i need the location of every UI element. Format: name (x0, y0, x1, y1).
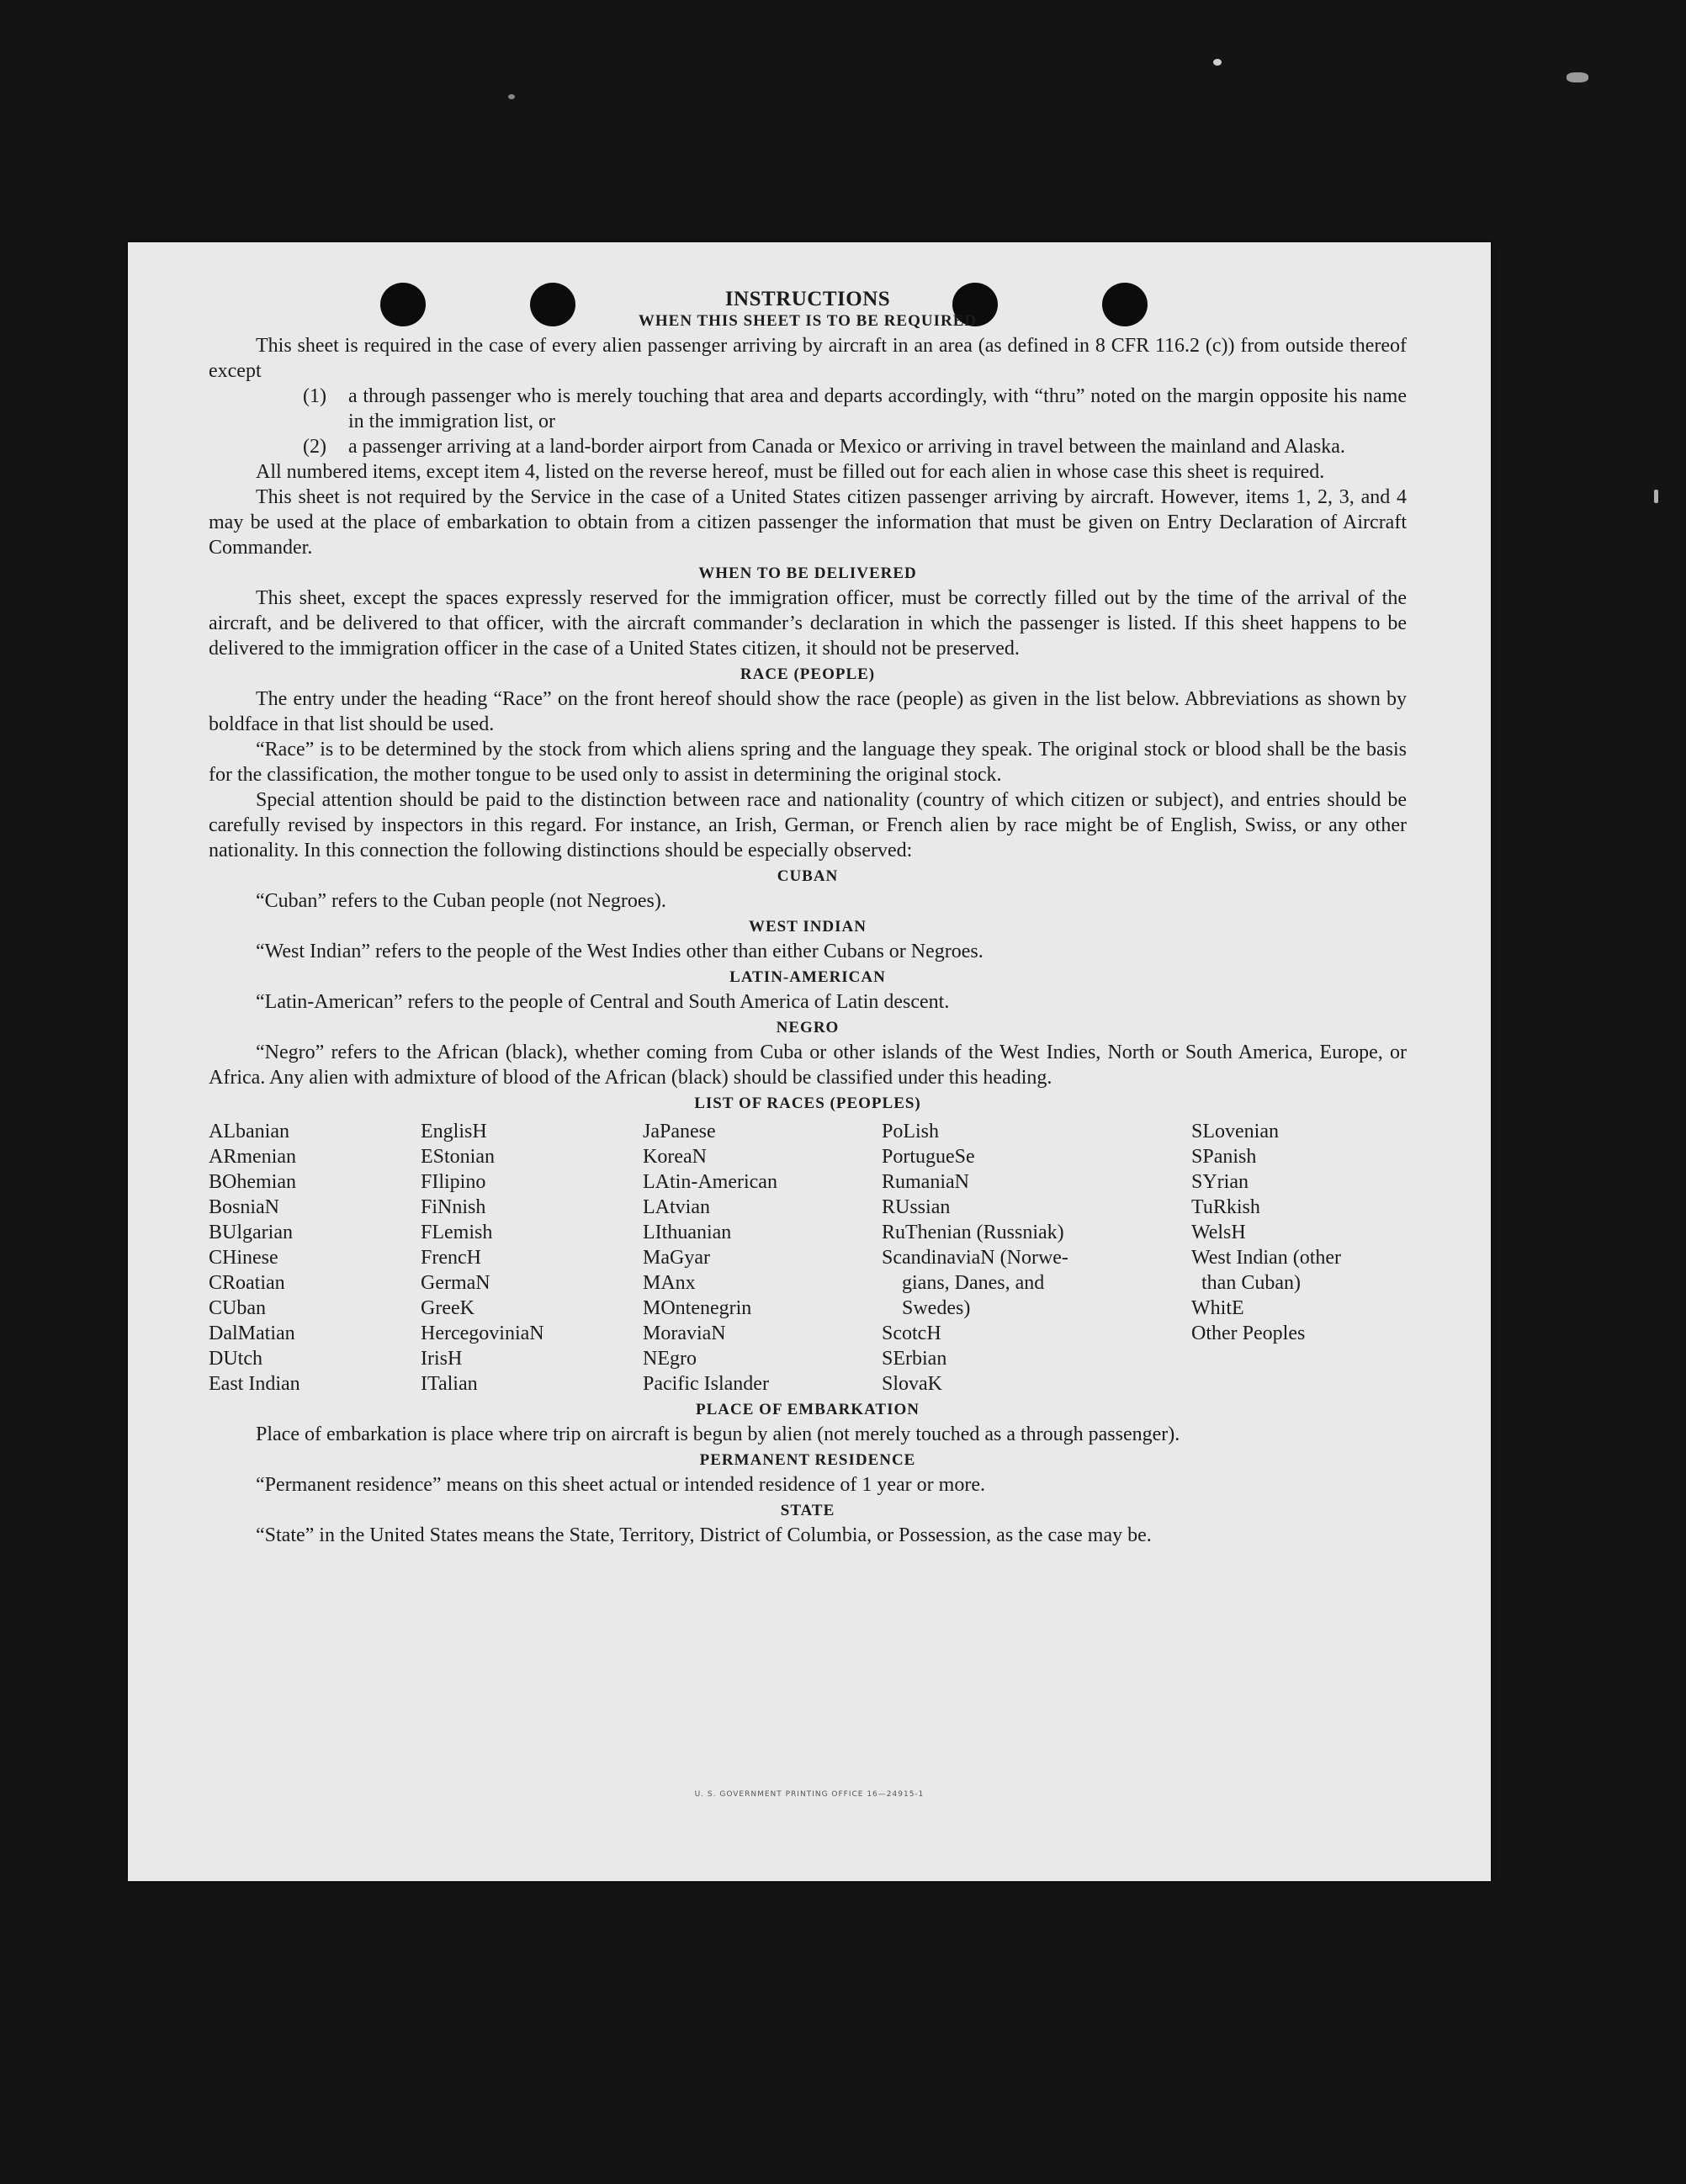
race-entry: TuRkish (1191, 1196, 1260, 1218)
race-entry: FLemish (421, 1222, 493, 1243)
races-column (882, 1119, 1191, 1397)
race-entry: ALbanian (209, 1121, 289, 1142)
printer-imprint: U. S. GOVERNMENT PRINTING OFFICE 16—24915-1 (694, 1790, 925, 1799)
race-entry: CRoatian (209, 1272, 285, 1294)
race-entry: NEgro (643, 1348, 697, 1370)
exception-text: a through passenger who is merely touching that area and departs accordingly, with “thru” noted on the margin opposite his name in the immigration list, or (348, 385, 1407, 432)
race-entry: EnglisH (421, 1121, 487, 1142)
scan-speck (1654, 490, 1658, 503)
race-entry: SPanish (1191, 1146, 1257, 1168)
race-entry: RUssian (882, 1196, 951, 1218)
race-entry: FiNnish (421, 1196, 486, 1218)
heading-state: STATE (780, 1502, 835, 1519)
heading-cuban: CUBAN (777, 867, 839, 885)
race-entry: IrisH (421, 1348, 463, 1370)
exception-number: (1) (303, 385, 326, 407)
negro-text: “Negro” refers to the African (black), whether coming from Cuba or other islands of the West Indies, North or South America, Europe, or Africa. Any alien with admixture of blood of the African (black) should be classified under this heading. (209, 1042, 1407, 1089)
races-column (209, 1119, 421, 1397)
race-entry: JaPanese (643, 1121, 716, 1142)
heading-race: RACE (PEOPLE) (740, 665, 876, 683)
place-of-embarkation-text: Place of embarkation is place where trip on aircraft is begun by alien (not merely touched as a through passenger). (256, 1423, 1180, 1445)
heading-place-of-embarkation: PLACE OF EMBARKATION (696, 1401, 920, 1418)
race-entry: GermaN (421, 1272, 490, 1294)
when-delivered-text: This sheet, except the spaces expressly reserved for the immigration officer, must be correctly filled out by the time of the arrival of the aircraft, and be delivered to that officer, with the aircraft commander’s declaration in which the passenger is listed. If this sheet happens to be delivered to the immigration officer in the case of a United States citizen, it should not be preserved. (209, 587, 1407, 660)
race-entry: BOhemian (209, 1171, 296, 1193)
race-entry: GreeK (421, 1297, 475, 1319)
race-entry: WhitE (1191, 1297, 1244, 1319)
race-entry: MaGyar (643, 1247, 710, 1269)
race-entry: ITalian (421, 1373, 478, 1395)
heading-latin-american: LATIN-AMERICAN (729, 968, 886, 986)
race-entry: than Cuban) (1191, 1272, 1301, 1294)
exception-number: (2) (303, 436, 326, 458)
exception-item (303, 434, 1407, 459)
race-entry: SlovaK (882, 1373, 942, 1395)
race-para3: Special attention should be paid to the distinction between race and nationality (country of which citizen or subject), and entries should be carefully revised by inspectors in this regard. For instance, an Irish, German, or French alien by race might be of English, Swiss, or any other nationality. In this connection the following distinctions should be especially observed: (209, 789, 1407, 861)
cuban-text: “Cuban” refers to the Cuban people (not Negroes). (256, 890, 666, 912)
race-entry: PoLish (882, 1121, 940, 1142)
race-entry: SErbian (882, 1348, 947, 1370)
race-para1: The entry under the heading “Race” on the front hereof should show the race (people) as given in the list below. Abbreviations as shown by boldface in that list should be used. (209, 688, 1407, 735)
page-title: INSTRUCTIONS (724, 288, 891, 310)
when-required-intro: This sheet is required in the case of every alien passenger arriving by aircraft in an area (as defined in 8 CFR 116.2 (c)) from outside thereof except (209, 335, 1407, 382)
state-text: “State” in the United States means the State, Territory, District of Columbia, or Possession, as the case may be. (256, 1524, 1152, 1546)
race-entry: KoreaN (643, 1146, 707, 1168)
west-indian-text: “West Indian” refers to the people of the West Indies other than either Cubans or Negroes. (256, 941, 984, 962)
race-entry: CUban (209, 1297, 266, 1319)
race-entry: Pacific Islander (643, 1373, 769, 1395)
exception-item (303, 384, 1407, 434)
race-entry: SLovenian (1191, 1121, 1279, 1142)
race-entry: MoraviaN (643, 1323, 726, 1344)
race-entry: BUlgarian (209, 1222, 293, 1243)
heading-permanent-residence: PERMANENT RESIDENCE (699, 1451, 916, 1469)
exception-text: a passenger arriving at a land-border airport from Canada or Mexico or arriving in travel between the mainland and Alaska. (348, 436, 1345, 458)
when-required-para3: This sheet is not required by the Service in the case of a United States citizen passenger arriving by aircraft. However, items 1, 2, 3, and 4 may be used at the place of embarkation to obtain from a citizen passenger the information that must be given on Entry Declaration of Aircraft Commander. (209, 486, 1407, 559)
when-required-para2: All numbered items, except item 4, listed on the reverse hereof, must be filled out for each alien in whose case this sheet is required. (256, 461, 1325, 483)
race-entry: LIthuanian (643, 1222, 732, 1243)
races-column (421, 1119, 643, 1397)
race-entry: DUtch (209, 1348, 262, 1370)
races-column (643, 1119, 882, 1397)
race-entry: RuThenian (Russniak) (882, 1222, 1064, 1243)
scan-speck (1567, 72, 1588, 82)
race-entry: Other Peoples (1191, 1323, 1306, 1344)
scan-speck (1213, 59, 1222, 66)
heading-west-indian: WEST INDIAN (749, 918, 867, 936)
scan-speck (508, 94, 515, 99)
heading-when-delivered: WHEN TO BE DELIVERED (698, 565, 917, 582)
race-entry: gians, Danes, and (882, 1272, 1045, 1294)
race-entry: HercegoviniaN (421, 1323, 544, 1344)
instruction-sheet (128, 242, 1491, 1881)
race-entry: West Indian (other (1191, 1247, 1342, 1269)
race-entry: LAtin-American (643, 1171, 777, 1193)
race-entry: ARmenian (209, 1146, 296, 1168)
race-entry: FrencH (421, 1247, 481, 1269)
race-entry: FIlipino (421, 1171, 486, 1193)
permanent-residence-text: “Permanent residence” means on this sheet actual or intended residence of 1 year or more. (256, 1474, 985, 1496)
race-entry: Swedes) (882, 1297, 971, 1319)
race-entry: CHinese (209, 1247, 278, 1269)
sheet-content (209, 283, 1407, 1548)
race-entry: MAnx (643, 1272, 696, 1294)
race-entry: DalMatian (209, 1323, 295, 1344)
heading-when-required: WHEN THIS SHEET IS TO BE REQUIRED (638, 312, 978, 330)
race-entry: ScotcH (882, 1323, 941, 1344)
race-entry: PortugueSe (882, 1146, 975, 1168)
race-entry: ScandinaviaN (Norwe- (882, 1247, 1068, 1269)
race-entry: SYrian (1191, 1171, 1249, 1193)
race-para2: “Race” is to be determined by the stock from which aliens spring and the language they speak. The original stock or blood shall be the basis for the classification, the mother tongue to be used only to assist in determining the original stock. (209, 739, 1407, 786)
race-entry: East Indian (209, 1373, 300, 1395)
race-entry: WelsH (1191, 1222, 1246, 1243)
latin-american-text: “Latin-American” refers to the people of Central and South America of Latin descent. (256, 991, 950, 1013)
race-entry: MOntenegrin (643, 1297, 752, 1319)
heading-list-of-races: LIST OF RACES (PEOPLES) (694, 1095, 921, 1112)
race-entry: LAtvian (643, 1196, 710, 1218)
races-list (209, 1119, 1407, 1397)
race-entry: BosniaN (209, 1196, 279, 1218)
heading-negro: NEGRO (776, 1019, 840, 1036)
races-column (1191, 1119, 1407, 1397)
race-entry: RumaniaN (882, 1171, 969, 1193)
race-entry: EStonian (421, 1146, 495, 1168)
